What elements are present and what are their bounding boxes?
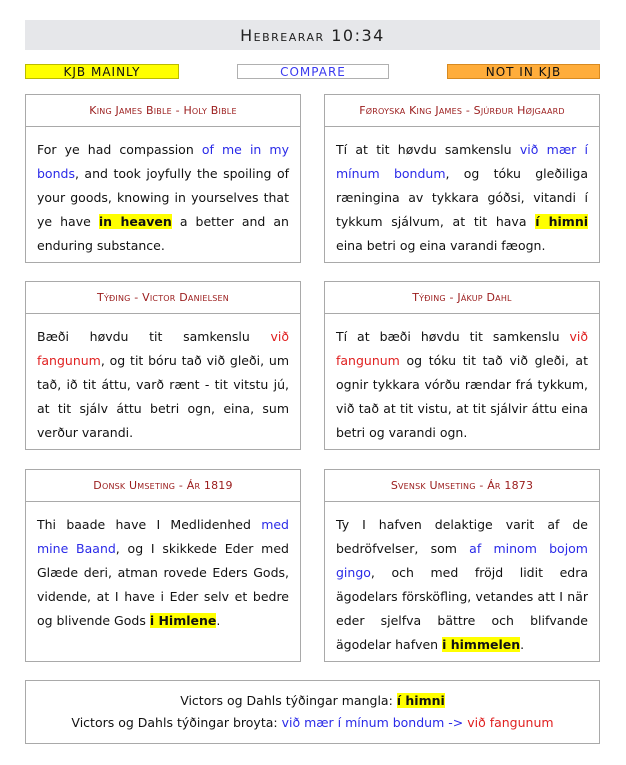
card-text (325, 127, 599, 258)
card-victor-danielsen (25, 281, 301, 450)
summary-arrow: -> (444, 715, 468, 730)
summary-missing-line (26, 690, 599, 712)
verse-text: . (216, 613, 221, 628)
verse-text: Tí at bæði høvdu tit samkenslu (336, 329, 570, 344)
card-heading: Týðing - Jákup Dahl (325, 282, 599, 314)
card-text (26, 502, 300, 633)
summary-missing-label: Victors og Dahls týðingar mangla: (180, 693, 397, 708)
changed-phrase: við fangunum (37, 329, 289, 368)
summary-missing-phrase: í himni (396, 693, 445, 708)
card-heading: Týðing - Victor Danielsen (26, 282, 300, 314)
highlighted-phrase: i himmelen (442, 637, 521, 652)
summary-original-phrase: við mær í mínum bondum (281, 715, 445, 730)
card-danish-1819 (25, 469, 301, 662)
verse-text: For ye had compassion (37, 142, 202, 157)
verse-text: og tóku tit tað við gleði, at ognir tykkara vórðu rændar frá tykkum, við tað at tit vistu, at tit sjálvir áttu eina betri og varandi ogn. (336, 353, 588, 440)
highlighted-phrase: í himni (535, 214, 589, 229)
card-heading: Føroyska King James - Sjúrður Højgaard (325, 95, 599, 127)
card-text (325, 502, 599, 657)
verse-text: , og I skikkede Eder med Glæde deri, atman rovede Eders Gods, vidende, at I have i Eder selv et bedre og blivende Gods (37, 541, 289, 628)
card-kjb (25, 94, 301, 263)
summary-changed-line (26, 712, 599, 734)
card-heading: Donsk Umseting - Ár 1819 (26, 470, 300, 502)
summary-changed-label: Victors og Dahls týðingar broyta: (71, 715, 282, 730)
compare-phrase: við mær í mínum bondum (336, 142, 588, 181)
compare-phrase: of me in my bonds (37, 142, 290, 181)
card-text (325, 314, 599, 445)
legend-compare: COMPARE (237, 64, 389, 79)
summary-box (25, 680, 600, 744)
verse-text: Ty I hafven delaktige varit af de bedröfvelser, som (336, 517, 588, 556)
summary-changed-phrase: við fangunum (467, 715, 554, 730)
verse-text: , og tóku gleðiliga ræningina av tykkara góðsi, vitandi í tykkum sjálvum, at tit hava (336, 166, 588, 229)
verse-text: Thi baade have I Medlidenhed (37, 517, 262, 532)
card-text (26, 314, 300, 445)
verse-text: eina betri og eina varandi fæogn. (336, 238, 546, 253)
card-heading: King James Bible - Holy Bible (26, 95, 300, 127)
verse-text: . (520, 637, 525, 652)
highlighted-phrase: in heaven (98, 214, 172, 229)
verse-text: , och med fröjd lidit edra ägodelars försköfling, vetandes att I när eder sjelfva bättre och blifvande ägodelar hafven (336, 565, 588, 652)
legend-not-in-kjb: NOT IN KJB (447, 64, 600, 79)
verse-text: Tí at tit høvdu samkenslu (336, 142, 520, 157)
page-title: Hebrearar 10:34 (25, 20, 600, 50)
card-jakup-dahl (324, 281, 600, 450)
compare-phrase: med mine Baand (37, 517, 289, 556)
highlighted-phrase: i Himlene (149, 613, 217, 628)
compare-phrase: af minom bojom gingo (336, 541, 588, 580)
changed-phrase: við fangunum (336, 329, 588, 368)
verse-text: , and took joyfully the spoiling of your goods, knowing in yourselves that ye have (37, 166, 289, 229)
verse-text: a better and an enduring substance. (37, 214, 289, 253)
card-faroese-kjb (324, 94, 600, 263)
card-heading: Svensk Umseting - Ár 1873 (325, 470, 599, 502)
card-text (26, 127, 300, 258)
legend-kjb-mainly: KJB MAINLY (25, 64, 179, 79)
verse-text: , og tit bóru tað við gleði, um tað, ið tit áttu, varð rænt - tit vitstu jú, at tit sjálv áttu betri ogn, eina, sum verður varandi. (37, 353, 289, 440)
verse-text: Bæði høvdu tit samkenslu (37, 329, 271, 344)
card-swedish-1873 (324, 469, 600, 662)
